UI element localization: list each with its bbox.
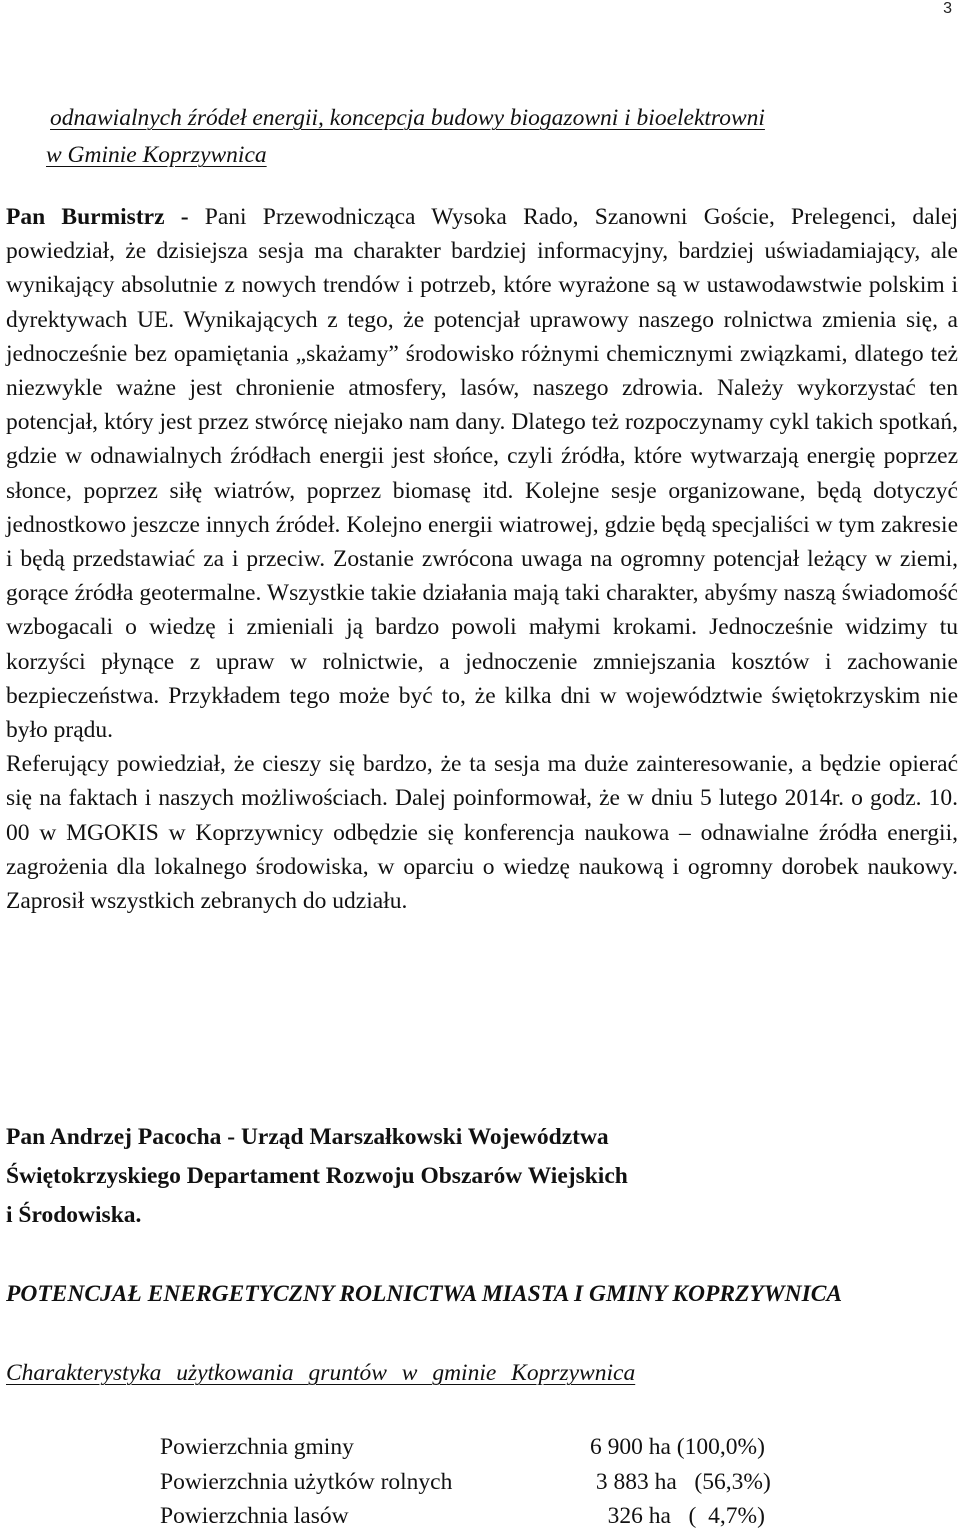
paragraph-text: Pani Przewodnicząca Wysoka Rado, Szanowni Goście, Prelegenci, dalej powiedział, że dzisiejsza sesja ma charakter bardziej informacyjny, bardziej uświadamiający, ale wynikający absolutnie z nowych trendów i potrzeb, które wyrażone są w ustawodawstwie polskim i dyrektywach UE. Wynikających z tego, że potencjał uprawowy naszego rolnictwa zmienia się, a jednocześnie bez opamiętania „skażamy” środowisko różnymi chemicznymi związkami, dlatego też niezwykle ważne jest chronienie atmosfery, lasów, naszego zdrowia. Należy wykorzystać ten potencjał, który jest przez stwórcę niejako nam dany. Dlatego też rozpoczynamy cykl takich spotkań, gdzie w odnawialnych źródłach energii jest słońce, czyli źródła, które wytwarzają energię poprzez słonce, poprzez siłę wiatrów, poprzez biomasę itd. Kolejne sesje organizowane, będą dotyczyć jednostkowo jeszcze innych źródeł. Kolejno energii wiatrowej, gdzie będą specjaliści w tym zakresie i będą przedstawiać za i przeciw. Zostanie zwrócona uwaga na ogromny potencjał leżący w ziemi, gorące źródła geotermalne. Wszystkie takie działania mają taki charakter, abyśmy naszą świadomość wzbogacali o wiedzę i zmieniali ją bardzo powoli małymi krokami. Jednocześnie widzimy tu korzyści płynące z upraw w rolnictwie, a jednoczenie zmniejszania kosztów i zachowanie bezpieczeństwa. Przykładem tego może być to, że kilka dni w województwie świętokrzyskim nie było prądu.	[6, 204, 958, 744]
page-number: 3	[943, 0, 952, 17]
land-use-stats	[160, 1430, 771, 1534]
speaker-2-line-2: Świętokrzyskiego Departament Rozwoju Obszarów Wiejskich	[6, 1163, 628, 1189]
stat-value: 326 ha ( 4,7%)	[590, 1503, 765, 1529]
stat-row	[160, 1499, 771, 1534]
heading-line-2: w Gminie Koprzywnica	[46, 142, 267, 168]
speaker-separator: -	[164, 204, 205, 230]
presentation-title: POTENCJAŁ ENERGETYCZNY ROLNICTWA MIASTA I GMINY KOPRZYWNICA	[6, 1281, 843, 1307]
stat-label: Powierzchnia użytków rolnych	[160, 1468, 453, 1495]
heading-line-1: odnawialnych źródeł energii, koncepcja budowy biogazowni i bioelektrowni	[50, 105, 765, 131]
stat-row	[160, 1465, 771, 1500]
speaker-2-heading	[6, 1118, 958, 1235]
presentation-subtitle: Charakterystyka użytkowania gruntów w gminie Koprzywnica	[6, 1360, 636, 1386]
stat-value: 6 900 ha (100,0%)	[590, 1434, 765, 1460]
speaker-name: Pan Burmistrz	[6, 204, 165, 230]
mayor-speech	[6, 200, 958, 918]
speaker-2-line-3: i Środowiska.	[6, 1202, 142, 1228]
stat-label: Powierzchnia lasów	[160, 1503, 349, 1529]
stat-value: 3 883 ha (56,3%)	[590, 1468, 771, 1495]
section-heading	[6, 100, 956, 174]
speaker-2-line-1: Pan Andrzej Pacocha - Urząd Marszałkowski Województwa	[6, 1124, 609, 1150]
stat-row	[160, 1430, 771, 1465]
mayor-paragraph-1	[6, 200, 958, 747]
stat-label: Powierzchnia gminy	[160, 1434, 354, 1460]
mayor-paragraph-2: Referujący powiedział, że cieszy się bardzo, że ta sesja ma duże zainteresowanie, a będzie opierać się na faktach i naszych możliwościach. Dalej poinformował, że w dniu 5 lutego 2014r. o godz. 10. 00 w MGOKIS w Koprzywnicy odbędzie się konferencja naukowa – odnawialne źródła energii, zagrożenia dla lokalnego środowiska, w oparciu o wiedzę naukową i ogromny dorobek naukowy. Zaprosił wszystkich zebranych do udziału.	[6, 751, 958, 915]
